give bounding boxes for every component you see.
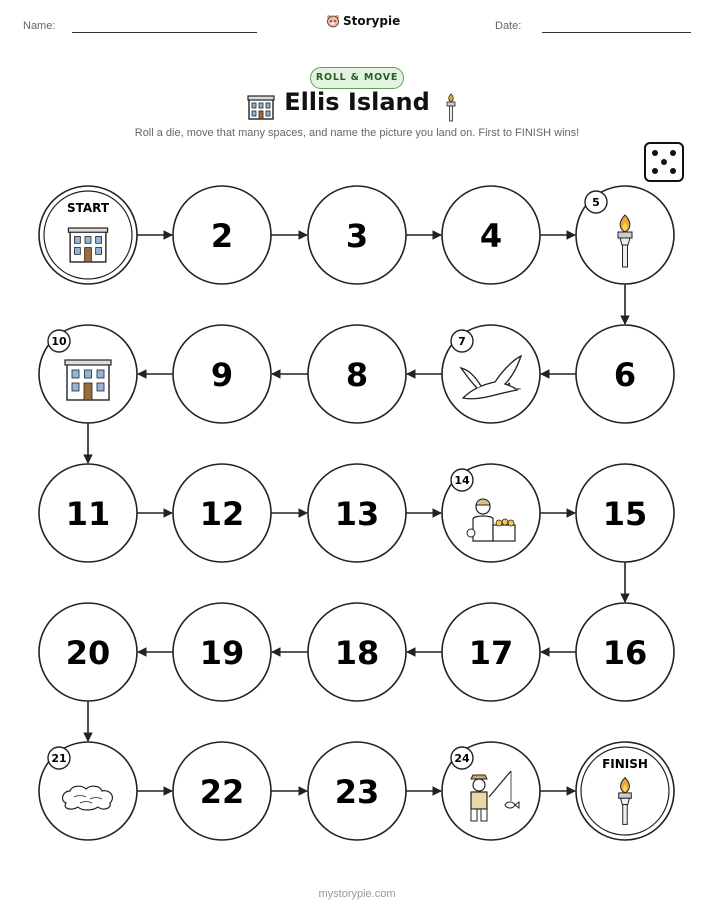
board-space — [442, 742, 540, 840]
space-number-badge: 14 — [454, 474, 470, 487]
board-space — [442, 464, 540, 562]
board-space — [173, 186, 271, 284]
space-number: 15 — [602, 495, 648, 533]
date-label: Date: — [495, 20, 522, 32]
space-number: 6 — [613, 356, 637, 394]
start-label: START — [66, 201, 110, 215]
board-space — [442, 325, 540, 423]
board-space — [576, 325, 674, 423]
board-space — [308, 186, 406, 284]
space-number: 19 — [199, 634, 245, 672]
space-number: 22 — [199, 773, 245, 811]
space-number: 8 — [345, 356, 369, 394]
space-number: 23 — [334, 773, 380, 811]
space-number: 11 — [65, 495, 111, 533]
board-space — [173, 325, 271, 423]
space-number: 18 — [334, 634, 380, 672]
space-number: 12 — [199, 495, 245, 533]
board-space — [39, 325, 137, 423]
building-icon — [65, 360, 111, 400]
game-type-badge: ROLL & MOVE — [310, 67, 404, 89]
name-label: Name: — [23, 20, 56, 32]
footer — [0, 888, 714, 900]
space-number: 3 — [345, 217, 369, 255]
space-number: 16 — [602, 634, 648, 672]
board-space — [308, 742, 406, 840]
space-number: 17 — [468, 634, 514, 672]
board-space — [576, 464, 674, 562]
finish-label: FINISH — [602, 757, 648, 771]
board-space — [576, 603, 674, 701]
footer-url: mystorypie.com — [318, 888, 396, 900]
board-space — [576, 742, 674, 840]
board-space — [39, 186, 137, 284]
board-space — [442, 186, 540, 284]
board-space — [173, 464, 271, 562]
board-space — [173, 603, 271, 701]
board-space — [308, 325, 406, 423]
board-space — [39, 742, 137, 840]
board-space — [39, 603, 137, 701]
page-title: Ellis Island — [284, 88, 430, 116]
brand-name: Storypie — [343, 14, 401, 28]
space-number-badge: 7 — [458, 335, 466, 348]
board-space — [442, 603, 540, 701]
building-icon — [68, 228, 107, 262]
board-space — [576, 186, 674, 284]
instructions: Roll a die, move that many spaces, and name the picture you land on. First to FINISH wins! — [134, 127, 580, 139]
space-number: 20 — [65, 634, 111, 672]
space-number: 4 — [479, 217, 503, 255]
board-space — [308, 603, 406, 701]
board-space — [173, 742, 271, 840]
space-number: 2 — [210, 217, 234, 255]
space-number-badge: 10 — [51, 335, 67, 348]
board-space — [39, 464, 137, 562]
space-number-badge: 5 — [592, 196, 600, 209]
space-number-badge: 21 — [51, 752, 67, 765]
space-number: 13 — [334, 495, 380, 533]
space-number: 9 — [210, 356, 234, 394]
board-space — [308, 464, 406, 562]
space-number-badge: 24 — [454, 752, 470, 765]
